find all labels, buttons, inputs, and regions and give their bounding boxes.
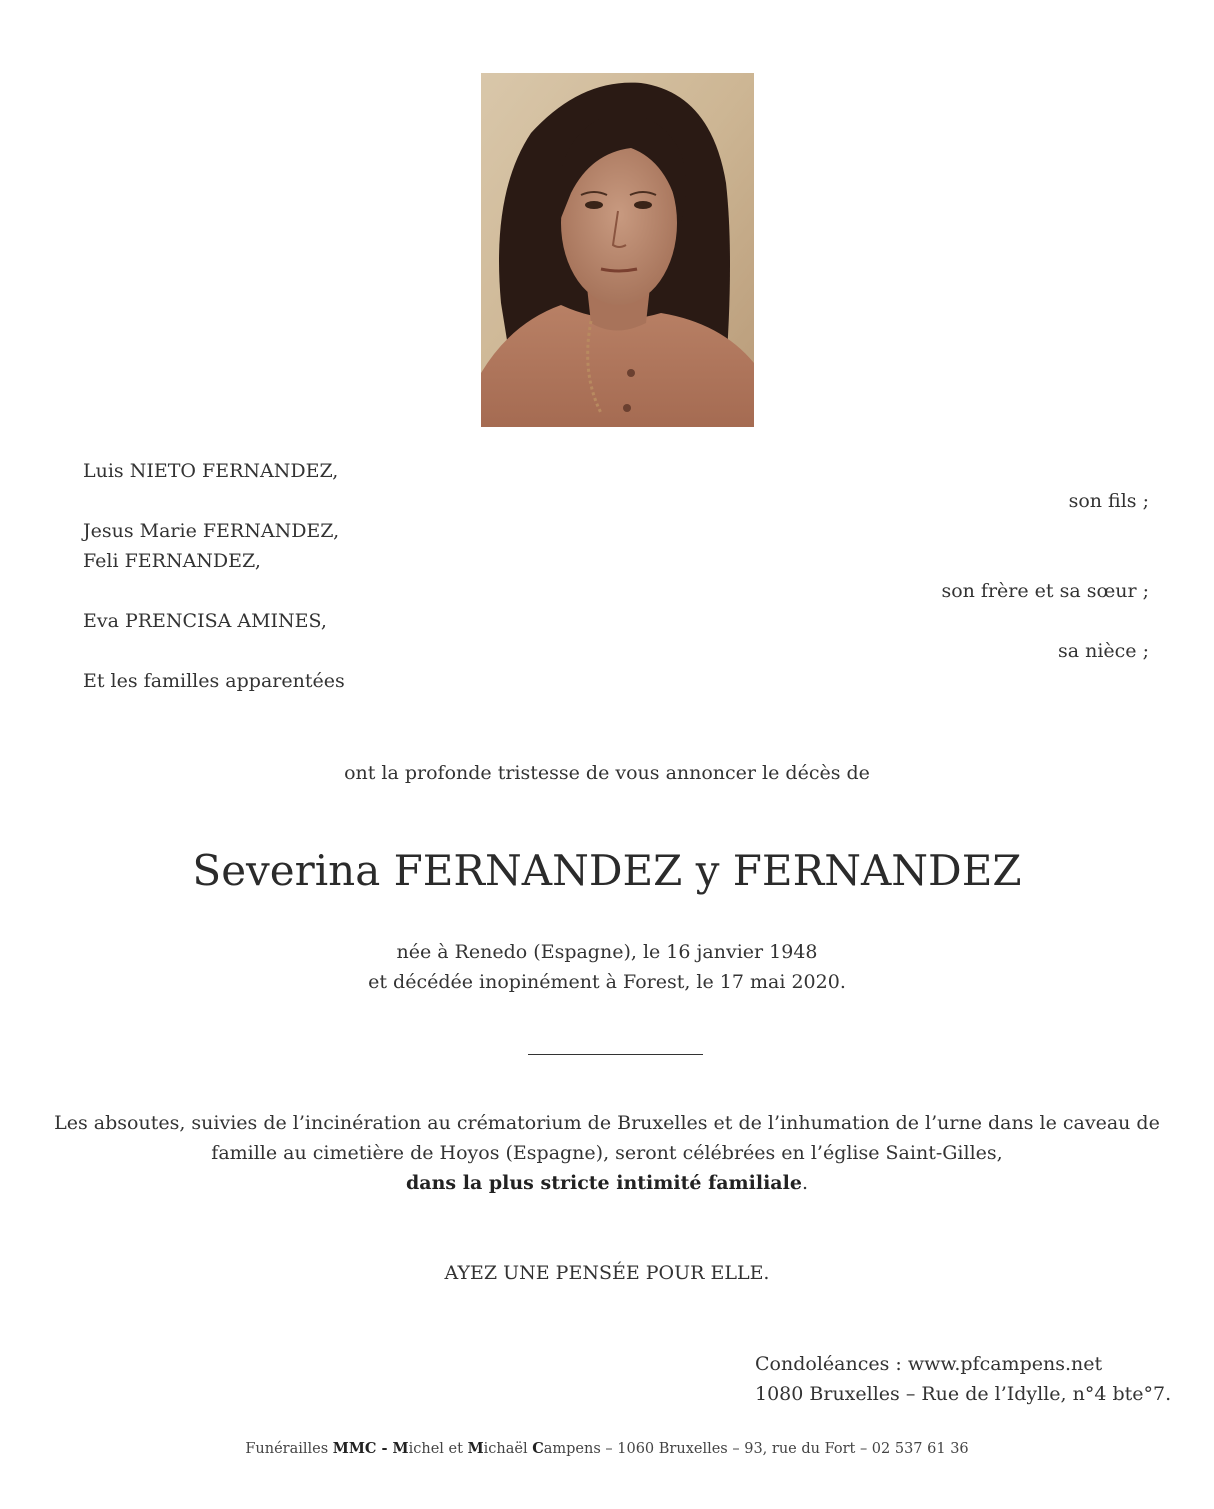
ceremony-period: . xyxy=(801,1172,808,1194)
announcement-text: ont la profonde tristesse de vous annoncer le décès de xyxy=(344,762,870,784)
portrait-photo-icon xyxy=(481,73,754,427)
footer-part-2: MMC - xyxy=(332,1440,393,1457)
ceremony-paragraph xyxy=(0,1108,1214,1198)
family-member-3: Feli FERNANDEZ, xyxy=(83,550,261,572)
footer xyxy=(0,1440,1214,1457)
condolences-website: Condoléances : www.pfcampens.net xyxy=(755,1353,1103,1375)
footer-part-5: M xyxy=(467,1440,484,1457)
relation-siblings: son frère et sa sœur ; xyxy=(941,580,1149,602)
relation-niece: sa nièce ; xyxy=(1057,640,1149,662)
ceremony-line-2: famille au cimetière de Hoyos (Espagne), seront célébrées en l’église Saint-Gilles, xyxy=(211,1142,1003,1164)
footer-part-4: ichel et xyxy=(408,1441,468,1457)
footer-part-6: ichaël xyxy=(483,1441,533,1457)
condolences-address: 1080 Bruxelles – Rue de l’Idylle, n°4 bte°7. xyxy=(755,1383,1172,1405)
footer-part-3: M xyxy=(392,1440,409,1457)
deceased-name: Severina FERNANDEZ y FERNANDEZ xyxy=(192,846,1022,895)
family-member-2: Jesus Marie FERNANDEZ, xyxy=(83,520,340,542)
related-families: Et les familles apparentées xyxy=(83,670,345,692)
portrait-photo xyxy=(481,73,754,427)
ceremony-bold-text: dans la plus stricte intimité familiale xyxy=(406,1172,802,1194)
ceremony-line-3 xyxy=(0,1168,1214,1198)
footer-part-1: Funérailles xyxy=(245,1441,333,1457)
family-member-1: Luis NIETO FERNANDEZ, xyxy=(83,460,339,482)
relation-son: son fils ; xyxy=(1068,490,1149,512)
birth-info: née à Renedo (Espagne), le 16 janvier 1948 xyxy=(396,941,818,963)
closing-text: AYEZ UNE PENSÉE POUR ELLE. xyxy=(444,1262,770,1284)
footer-part-8: ampens – 1060 Bruxelles – 93, rue du Fort – 02 537 61 36 xyxy=(543,1441,969,1457)
family-member-4: Eva PRENCISA AMINES, xyxy=(83,610,327,632)
divider xyxy=(528,1054,703,1055)
death-info: et décédée inopinément à Forest, le 17 mai 2020. xyxy=(368,971,846,993)
ceremony-line-1: Les absoutes, suivies de l’incinération au crématorium de Bruxelles et de l’inhumation de l’urne dans le caveau de xyxy=(54,1112,1160,1134)
footer-part-7: C xyxy=(532,1440,544,1457)
